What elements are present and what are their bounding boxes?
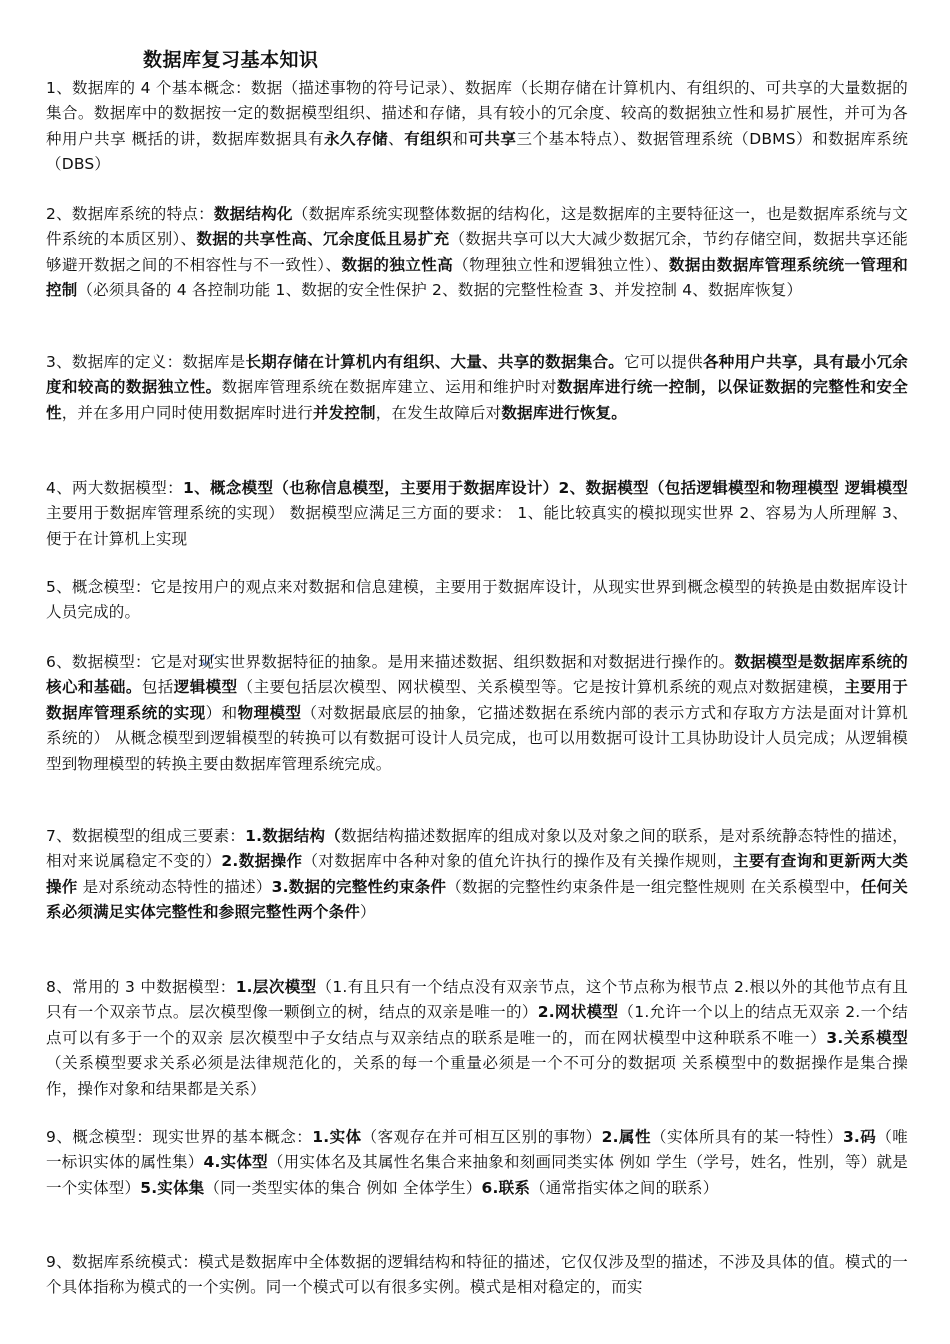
paragraph-4	[46, 476, 908, 552]
paragraph-6	[46, 650, 908, 777]
text-run: （数据的完整性约束条件是一组完整性规则 在关系模型中，	[446, 877, 861, 896]
paragraph-5	[46, 575, 908, 626]
bold-text: 有组织	[404, 129, 453, 148]
text-run: ）和	[205, 703, 238, 722]
text-run: 9、数据库系统模式：模式是数据库中全体数据的逻辑结构和特征的描述，它仅仅涉及型的描述，不涉及具体的值。模式的一个具体指称为模式的一个实例。同一个模式可以有很多实例。模式是相对稳定的，而实	[46, 1253, 908, 1297]
text-run: （关系模型要求关系必须是法律规范化的，关系的每一个重量必须是一个不可分的数据项 关系模型中的数据操作是集合操作，操作对象和结果都是关系）	[46, 1054, 908, 1098]
bold-text: 6.联系	[481, 1178, 531, 1197]
bold-text: 逻辑模型	[173, 678, 238, 697]
bold-text: 数据的独立性高	[341, 255, 454, 274]
text-run: 5、概念模型：它是按用户的观点来对数据和信息建模，主要用于数据库设计，从现实世界到概念模型的转换是由数据库设计人员完成的。	[46, 578, 908, 622]
text-run: （1.允许一个以上的结点无双亲 2.一个结点可以有多于一个的双亲 层次模型中子女结点与双亲结点的联系是唯一的，而在网状模型中这种联系不唯一）	[46, 1003, 908, 1047]
bold-text: 主要用于数据库管理系统的实现	[46, 678, 908, 722]
bold-text: 2.数据操作	[221, 852, 303, 871]
text-run: ）	[360, 903, 376, 922]
text-run: ，并在多用户同时使用数据库时进行	[61, 403, 313, 422]
text-run: 和	[452, 129, 469, 148]
text-run: 是对系统动态特性的描述）	[77, 877, 272, 896]
bold-text: 3.数据的完整性约束条件	[271, 877, 447, 896]
paragraph-3	[46, 350, 908, 426]
bold-text: 永久存储	[324, 129, 389, 148]
text-run: （数据共享可以大大减少数据冗余，节约存储空间，数据共享还能够避开数据之间的不相容性与不一致性）、	[46, 230, 908, 274]
text-run: （客观存在并可相互区别的事物）	[361, 1128, 602, 1146]
bold-text: 各种用户共享，具有最小冗余度和较高的数据独立性。	[46, 353, 908, 397]
bold-text: 2.属性	[601, 1128, 651, 1146]
bold-text: 数据的共享性高、冗余度低且易扩充	[196, 230, 450, 249]
text-run: 8、常用的 3 中数据模型：	[46, 978, 236, 996]
bold-text: 3.关系模型	[826, 1028, 908, 1047]
text-run: （同一类型实体的集合 例如 全体学生）	[204, 1178, 482, 1197]
bold-text: 4.实体型	[203, 1153, 268, 1172]
paragraph-7	[46, 824, 908, 926]
text-run: 它可以提供	[624, 353, 703, 371]
bold-text: 1.数据结构（	[245, 827, 342, 845]
text-run: 主要用于数据库管理系统的实现） 数据模型应满足三方面的要求： 1、能比较真实的模拟现实世界 2、容易为人所理解 3、便于在计算机上实现	[46, 504, 908, 548]
bold-text: 1.实体	[312, 1128, 362, 1146]
bold-text: 数据库进行统一控制，以保证数据的完整性和安全性	[46, 378, 909, 422]
text-run: 7、数据模型的组成三要素：	[46, 827, 246, 845]
text-run: （唯一标识实体的属性集）	[46, 1128, 909, 1172]
paragraph-1	[46, 76, 908, 178]
text-run: （数据库系统实现整体数据的结构化，这是数据库的主要特征这一，也是数据库系统与文件系统的本质区别）、	[46, 205, 908, 249]
text-run: （用实体名及其属性名集合来抽象和刻画同类实体 例如 学生（学号，姓名，性别，等）就是一个实体型）	[46, 1153, 908, 1197]
bold-text: 1、概念模型（也称信息模型，主要用于数据库设计）2、数据模型（包括逻辑模型和物理模型 逻辑模型	[182, 479, 908, 497]
paragraph-8	[46, 975, 908, 1102]
bold-text: 数据由数据库管理系统统一管理和控制	[46, 255, 908, 300]
text-run: （必须具备的 4 各控制功能 1、数据的安全性保护 2、数据的完整性检查 3、并发控制 4、数据库恢复）	[77, 281, 803, 300]
text-run: 4、两大数据模型：	[46, 479, 183, 497]
bold-text: 3.码	[842, 1128, 877, 1146]
text-run: （对数据最底层的抽象，它描述数据在系统内部的表示方式和存取方方法是面对计算机系统的） 从概念模型到逻辑模型的转换可以有数据可设计人员完成，也可以用数据可设计工具协助设计人员完成；从逻辑模型到物理模型的转换主要由数据库管理系统完成。	[46, 703, 908, 773]
text-run: （通常指实体之间的联系）	[530, 1178, 719, 1197]
text-run: 9、概念模型：现实世界的基本概念：	[46, 1128, 313, 1146]
text-run: 6、数据模型：它是对现实世界数据特征的抽象。是用来描述数据、组织数据和对数据进行操作的。	[46, 653, 735, 671]
bold-text: 数据模型是数据库系统的核心和基础。	[46, 653, 908, 697]
bold-text: 1.层次模型	[235, 978, 317, 996]
bold-text: 主要有查询和更新两大类操作	[46, 852, 909, 896]
paragraph-9	[46, 1125, 908, 1201]
text-run: 数据结构描述数据库的组成对象以及对象之间的联系，是对系统静态特性的描述，相对来说属稳定不变的）	[46, 827, 909, 871]
text-run: （实体所具有的某一特性）	[650, 1128, 843, 1146]
text-run: （1.有且只有一个结点没有双亲节点，这个节点称为根节点 2.根以外的其他节点有且只有一个双亲节点。层次模型像一颗倒立的树，结点的双亲是唯一的）	[46, 978, 908, 1022]
text-run: ，在发生故障后对	[375, 403, 502, 422]
text-run: （对数据库中各种对象的值允许执行的操作及有关操作规则，	[302, 852, 733, 871]
bold-text: 数据结构化	[213, 205, 293, 223]
bold-text: 并发控制	[312, 403, 376, 422]
bold-text: 长期存储在计算机内有组织、大量、共享的数据集合。	[245, 353, 625, 371]
paragraph-2	[46, 202, 908, 304]
bold-text: 2.网状模型	[537, 1003, 619, 1022]
text-run: （物理独立性和逻辑独立性）、	[453, 255, 669, 274]
text-run: 3、数据库的定义：数据库是	[46, 353, 246, 371]
bold-text: 数据库进行恢复。	[501, 403, 627, 422]
text-run: （主要包括层次模型、网状模型、关系模型等。它是按计算机系统的观点对数据建模，	[237, 678, 845, 697]
bold-text: 可共享	[468, 129, 517, 148]
text-run: 1、数据库的 4 个基本概念：数据（描述事物的符号记录）、数据库（长期存储在计算机内、有组织的、可共享的大量数据的集合。数据库中的数据按一定的数据模型组织、描述和存储，具有较小的冗余度、较高的数据独立性和易扩展性，并可为各种用户共享 概括的讲，数据库数据具有	[46, 79, 908, 148]
text-run: 数据库管理系统在数据库建立、运用和维护时对	[221, 378, 557, 397]
text-run: 包括	[141, 678, 174, 697]
text-run: 2、数据库系统的特点：	[46, 205, 214, 223]
text-run: 三个基本特点）、数据管理系统（DBMS）和数据库系统（DBS）	[46, 129, 909, 174]
text-run: 、	[388, 129, 405, 148]
bold-text: 5.实体集	[140, 1178, 205, 1197]
document-title: 数据库复习基本知识	[143, 49, 319, 71]
paragraph-10	[46, 1250, 908, 1301]
bold-text: 任何关系必须满足实体完整性和参照完整性两个条件	[46, 877, 909, 922]
bold-text: 物理模型	[237, 703, 302, 722]
